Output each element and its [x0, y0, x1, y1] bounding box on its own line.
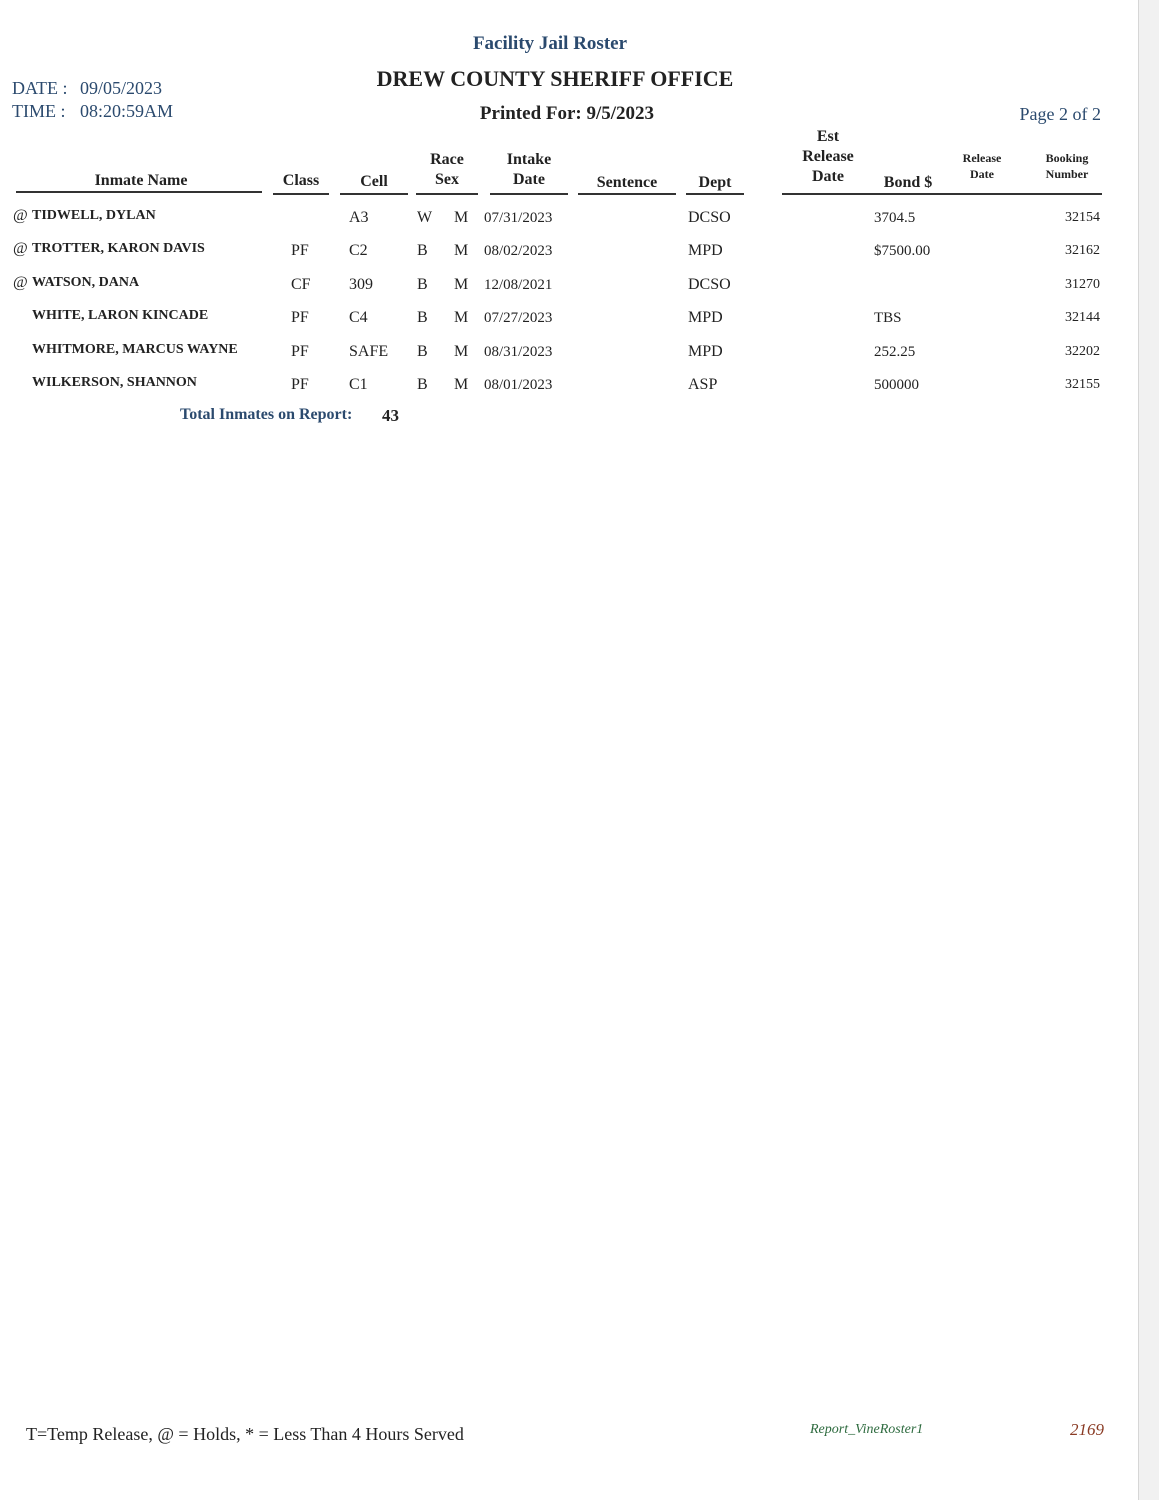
- dept-value: MPD: [688, 309, 723, 326]
- dept-value: MPD: [688, 242, 723, 259]
- page-count: 2169: [1070, 1420, 1104, 1439]
- intake-date: 07/31/2023: [484, 210, 553, 226]
- date-label: DATE :: [12, 78, 68, 98]
- intake-date: 12/08/2021: [484, 277, 553, 293]
- header-bond: Bond $: [883, 174, 933, 191]
- total-label: Total Inmates on Report:: [180, 406, 353, 423]
- printed-for: Printed For: 9/5/2023: [479, 103, 655, 124]
- sex-value: M: [454, 276, 469, 293]
- inmate-name: TROTTER, KARON DAVIS: [32, 241, 205, 256]
- dept-value: DCSO: [688, 276, 731, 293]
- report-name: Report_VineRoster1: [810, 1422, 924, 1437]
- header-rule: [782, 193, 1060, 195]
- header-rule: [416, 193, 478, 195]
- header-rule: [1038, 193, 1102, 195]
- bond-value: 500000: [874, 377, 919, 393]
- booking-number: 31270: [1065, 277, 1100, 292]
- time-value: 08:20:59AM: [80, 101, 174, 121]
- report-title: Facility Jail Roster: [472, 33, 628, 54]
- class-value: CF: [291, 276, 311, 293]
- race-value: B: [417, 276, 428, 293]
- header-intake-line2: Date: [513, 171, 545, 188]
- intake-date: 07/27/2023: [484, 310, 553, 326]
- header-release-line1: Release: [962, 151, 1002, 165]
- header-booking-line2: Number: [1045, 167, 1089, 181]
- bond-value: 252.25: [874, 344, 916, 360]
- inmate-name: WATSON, DANA: [32, 275, 140, 290]
- sex-value: M: [454, 209, 469, 226]
- dept-value: DCSO: [688, 209, 731, 226]
- inmate-name: TIDWELL, DYLAN: [32, 208, 156, 223]
- race-value: B: [417, 343, 428, 360]
- booking-number: 32155: [1065, 377, 1100, 392]
- bond-value: TBS: [874, 310, 902, 326]
- dept-value: ASP: [688, 376, 718, 393]
- date-value: 09/05/2023: [80, 78, 163, 98]
- header-sentence: Sentence: [596, 174, 658, 191]
- inmate-name: WHITMORE, MARCUS WAYNE: [32, 342, 238, 357]
- booking-number: 32162: [1065, 243, 1100, 258]
- booking-number: 32154: [1065, 210, 1100, 225]
- header-race: Race: [430, 151, 464, 168]
- header-inmate-name: Inmate Name: [94, 172, 188, 189]
- hold-flag: @: [13, 240, 28, 257]
- header-dept: Dept: [698, 174, 732, 191]
- race-value: B: [417, 309, 428, 326]
- header-rule: [16, 191, 262, 193]
- header-sex: Sex: [435, 171, 459, 188]
- intake-date: 08/01/2023: [484, 377, 553, 393]
- race-value: B: [417, 376, 428, 393]
- dept-value: MPD: [688, 343, 723, 360]
- sex-value: M: [454, 309, 469, 326]
- inmate-name: WHITE, LARON KINCADE: [32, 308, 209, 323]
- race-value: W: [417, 209, 433, 226]
- agency-name: DREW COUNTY SHERIFF OFFICE: [376, 66, 734, 91]
- header-est-line2: Release: [802, 148, 854, 165]
- header-release-line2: Date: [970, 167, 994, 181]
- class-value: PF: [291, 309, 309, 326]
- cell-value: C1: [349, 376, 368, 393]
- class-value: PF: [291, 343, 309, 360]
- bond-value: 3704.5: [874, 210, 916, 226]
- class-value: PF: [291, 242, 309, 259]
- race-value: B: [417, 242, 428, 259]
- header-rule: [578, 193, 676, 195]
- bond-value: $7500.00: [874, 243, 931, 259]
- cell-value: SAFE: [349, 343, 389, 360]
- class-value: PF: [291, 376, 309, 393]
- header-booking-line1: Booking: [1045, 151, 1089, 165]
- intake-date: 08/02/2023: [484, 243, 553, 259]
- header-est-line3: Date: [812, 168, 844, 185]
- header-rule: [340, 193, 408, 195]
- intake-date: 08/31/2023: [484, 344, 553, 360]
- hold-flag: @: [13, 207, 28, 224]
- header-rule: [490, 193, 568, 195]
- booking-number: 32202: [1065, 344, 1100, 359]
- booking-number: 32144: [1065, 310, 1100, 325]
- sex-value: M: [454, 343, 469, 360]
- inmate-name: WILKERSON, SHANNON: [32, 375, 197, 390]
- header-rule: [273, 193, 329, 195]
- total-value: 43: [382, 406, 399, 425]
- sex-value: M: [454, 242, 469, 259]
- sex-value: M: [454, 376, 469, 393]
- header-class: Class: [282, 172, 320, 189]
- footer-legend: T=Temp Release, @ = Holds, * = Less Than 4 Hours Served: [26, 1424, 464, 1444]
- cell-value: C4: [349, 309, 368, 326]
- header-cell: Cell: [360, 173, 388, 190]
- cell-value: 309: [349, 276, 373, 293]
- page-number: Page 2 of 2: [1019, 104, 1101, 124]
- header-intake-line1: Intake: [506, 151, 552, 168]
- time-label: TIME :: [12, 101, 66, 121]
- header-est-line1: Est: [816, 128, 840, 145]
- scan-edge: [1138, 0, 1159, 1500]
- header-rule: [686, 193, 744, 195]
- cell-value: A3: [349, 209, 369, 226]
- hold-flag: @: [13, 274, 28, 291]
- cell-value: C2: [349, 242, 368, 259]
